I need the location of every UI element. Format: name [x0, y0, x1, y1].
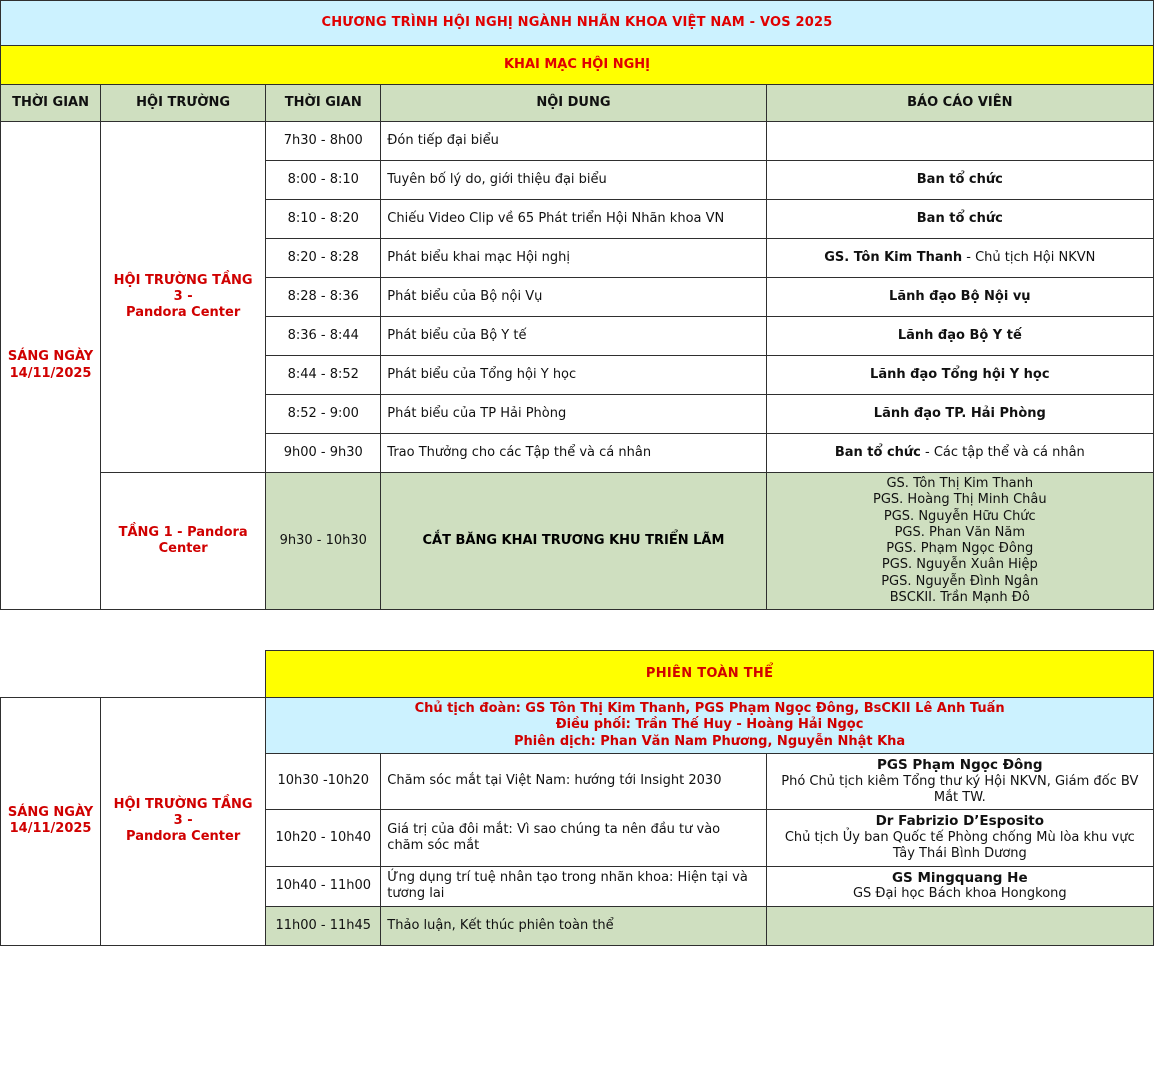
- row-speaker-name: PGS Phạm Ngọc Đông: [877, 756, 1043, 773]
- row-content: Phát biểu của Tổng hội Y học: [381, 356, 766, 395]
- row-time: 8:10 - 8:20: [266, 200, 381, 239]
- session2-hall-line1: HỘI TRƯỜNG TẦNG 3 -: [113, 796, 253, 829]
- row-speaker-bold: Ban tổ chức: [916, 171, 1003, 187]
- row-speaker: [766, 866, 1153, 906]
- plenary-empty-2: [101, 651, 266, 698]
- ribbon-speaker-item: PGS. Nguyễn Hữu Chức: [883, 508, 1036, 524]
- header-hall: HỘI TRƯỜNG: [101, 85, 266, 122]
- row-content: Phát biểu của Bộ Y tế: [381, 317, 766, 356]
- session2-day-line2: 14/11/2025: [9, 821, 92, 837]
- row-time: 8:52 - 9:00: [266, 395, 381, 434]
- session2-day-line1: SÁNG NGÀY: [7, 805, 94, 821]
- header-time-outer: THỜI GIAN: [1, 85, 101, 122]
- row-speaker: [766, 161, 1153, 200]
- ribbon-speakers: [766, 473, 1153, 610]
- row-speaker-bold: Lãnh đạo TP. Hải Phòng: [873, 405, 1046, 421]
- row-speaker-affiliation: GS Đại học Bách khoa Hongkong: [852, 886, 1067, 902]
- ribbon-hall-line1: TẦNG 1 - Pandora: [118, 524, 248, 540]
- row-time: 10h20 - 10h40: [266, 810, 381, 866]
- row-content: Thảo luận, Kết thúc phiên toàn thể: [381, 906, 766, 945]
- row-time: 8:44 - 8:52: [266, 356, 381, 395]
- row-speaker-affiliation: Phó Chủ tịch kiêm Tổng thư ký Hội NKVN, Giám đốc BV Mắt TW.: [781, 773, 1139, 805]
- session2-hall-line2: Pandora Center: [126, 829, 241, 845]
- section-spacer: [1, 610, 1154, 651]
- ribbon-speaker-item: GS. Tôn Thị Kim Thanh: [886, 476, 1034, 491]
- session1-day-line1: SÁNG NGÀY: [7, 349, 94, 365]
- row-content: Ứng dụng trí tuệ nhân tạo trong nhãn khoa: Hiện tại và tương lai: [381, 866, 766, 906]
- row-time: 10h30 -10h20: [266, 753, 381, 809]
- session1-day-line2: 14/11/2025: [9, 365, 92, 381]
- row-time: 7h30 - 8h00: [266, 122, 381, 161]
- spacer-cell: [1, 610, 1154, 651]
- header-content: NỘI DUNG: [381, 85, 766, 122]
- chair-line-1: Chủ tịch đoàn: GS Tôn Thị Kim Thanh, PGS Phạm Ngọc Đông, BsCKII Lê Anh Tuấn: [414, 701, 1005, 716]
- plenary-chair-block: [266, 698, 1154, 754]
- row-time: 11h00 - 11h45: [266, 906, 381, 945]
- row-speaker: [766, 239, 1153, 278]
- row-speaker-bold: Lãnh đạo Tổng hội Y học: [870, 366, 1050, 382]
- row-content: Chiếu Video Clip về 65 Phát triển Hội Nhãn khoa VN: [381, 200, 766, 239]
- row-speaker: [766, 356, 1153, 395]
- session1-hall-label: [101, 122, 266, 473]
- title-row: [1, 1, 1154, 46]
- ribbon-content: CẮT BĂNG KHAI TRƯƠNG KHU TRIỂN LÃM: [381, 473, 766, 610]
- row-content: Phát biểu của Bộ nội Vụ: [381, 278, 766, 317]
- row-speaker: [766, 810, 1153, 866]
- header-speaker: BÁO CÁO VIÊN: [766, 85, 1153, 122]
- row-content: Tuyên bố lý do, giới thiệu đại biểu: [381, 161, 766, 200]
- chair-line-2: Điều phối: Trần Thế Huy - Hoàng Hải Ngọc: [555, 717, 864, 733]
- plenary-chair-row: [1, 698, 1154, 754]
- ribbon-hall-line2: Center: [158, 541, 208, 556]
- table-row: [1, 122, 1154, 161]
- row-content: Trao Thưởng cho các Tập thể và cá nhân: [381, 434, 766, 473]
- ribbon-cutting-row: [1, 473, 1154, 610]
- row-speaker-affiliation: Chủ tịch Ủy ban Quốc tế Phòng chống Mù lòa khu vực Tây Thái Bình Dương: [784, 830, 1135, 862]
- row-content: Chăm sóc mắt tại Việt Nam: hướng tới Insight 2030: [381, 753, 766, 809]
- row-speaker-bold: Ban tổ chức: [916, 210, 1003, 226]
- row-speaker: [766, 395, 1153, 434]
- ribbon-speaker-item: PGS. Nguyễn Xuân Hiệp: [881, 557, 1038, 573]
- row-time: 8:28 - 8:36: [266, 278, 381, 317]
- row-speaker: [766, 317, 1153, 356]
- opening-banner-row: [1, 46, 1154, 85]
- chair-line-3: Phiên dịch: Phan Văn Nam Phương, Nguyễn Nhật Kha: [513, 733, 906, 749]
- ribbon-speaker-item: PGS. Nguyễn Đình Ngân: [881, 573, 1039, 589]
- ribbon-speaker-item: BSCKII. Trần Mạnh Đô: [889, 589, 1030, 605]
- session2-day-label: [1, 698, 101, 946]
- ribbon-speaker-item: PGS. Phạm Ngọc Đông: [886, 541, 1034, 556]
- session2-hall-label: [101, 698, 266, 946]
- row-speaker-bold: Ban tổ chức: [834, 444, 921, 460]
- row-content: Giá trị của đôi mắt: Vì sao chúng ta nên đầu tư vào chăm sóc mắt: [381, 810, 766, 866]
- row-content: Phát biểu khai mạc Hội nghị: [381, 239, 766, 278]
- session1-day-label: [1, 122, 101, 610]
- session1-hall-line1: HỘI TRƯỜNG TẦNG 3 -: [113, 272, 253, 304]
- row-speaker-rest: - Các tập thể và cá nhân: [920, 444, 1085, 460]
- row-speaker: [766, 906, 1153, 945]
- plenary-empty-1: [1, 651, 101, 698]
- row-speaker-name: GS Mingquang He: [891, 869, 1028, 886]
- row-speaker-bold: Lãnh đạo Bộ Nội vụ: [889, 288, 1031, 304]
- plenary-banner-row: [1, 651, 1154, 698]
- row-speaker: [766, 200, 1153, 239]
- row-time: 8:20 - 8:28: [266, 239, 381, 278]
- plenary-banner: PHIÊN TOÀN THỂ: [266, 651, 1154, 698]
- row-time: 8:36 - 8:44: [266, 317, 381, 356]
- ribbon-speaker-item: PGS. Hoàng Thị Minh Châu: [872, 492, 1047, 508]
- row-speaker-bold: Lãnh đạo Bộ Y tế: [897, 327, 1022, 343]
- row-speaker: [766, 278, 1153, 317]
- ribbon-speaker-item: PGS. Phan Văn Năm: [894, 524, 1026, 540]
- row-time: 9h00 - 9h30: [266, 434, 381, 473]
- row-content: Đón tiếp đại biểu: [381, 122, 766, 161]
- row-speaker-name: Dr Fabrizio D’Esposito: [875, 813, 1045, 830]
- column-header-row: [1, 85, 1154, 122]
- row-time: 10h40 - 11h00: [266, 866, 381, 906]
- row-content: Phát biểu của TP Hải Phòng: [381, 395, 766, 434]
- row-speaker-bold: GS. Tôn Kim Thanh: [824, 249, 963, 265]
- row-speaker: [766, 122, 1153, 161]
- document-title: CHƯƠNG TRÌNH HỘI NGHỊ NGÀNH NHÃN KHOA VIỆT NAM - VOS 2025: [1, 1, 1154, 46]
- opening-banner: KHAI MẠC HỘI NGHỊ: [1, 46, 1154, 85]
- session1-hall-line2: Pandora Center: [126, 305, 241, 321]
- row-time: 8:00 - 8:10: [266, 161, 381, 200]
- row-speaker-rest: - Chủ tịch Hội NKVN: [962, 249, 1096, 265]
- row-speaker: [766, 753, 1153, 809]
- ribbon-hall-label: [101, 473, 266, 610]
- row-speaker: [766, 434, 1153, 473]
- header-time: THỜI GIAN: [266, 85, 381, 122]
- ribbon-time: 9h30 - 10h30: [266, 473, 381, 610]
